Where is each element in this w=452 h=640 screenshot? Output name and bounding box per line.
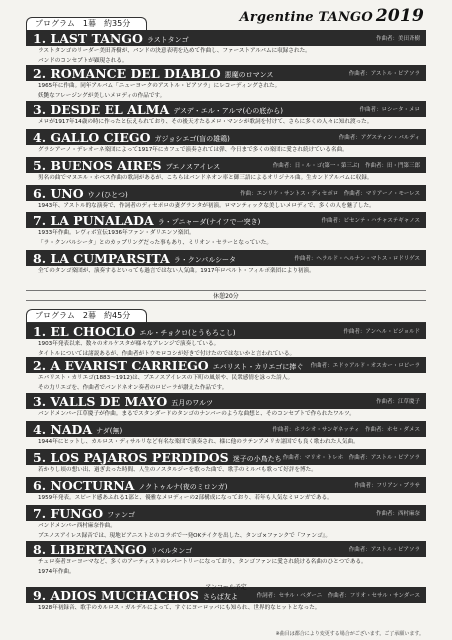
song-description-line: 1965年に作曲。同年アルバム「ニューヨークのアストル・ピアソラ」にレコーディングされた。 [38,83,281,89]
song-title-group [33,213,260,228]
song-description-line: 1944年にヒットし、カルロス・ディサルリなど有名な楽団で演奏され、様に他のラテンアメリカ諸国でも良く歌われた人気曲。 [38,439,359,445]
song-japanese-title: エル・チョクロ(とうもろこし) [139,329,236,337]
song-title: 6. UNO [33,186,84,201]
song-entry [26,421,426,447]
song-title-group [33,422,122,437]
song-title-group [33,542,192,557]
song-title-group [33,102,283,117]
song-title-bar [26,250,426,266]
song-title-bar [26,65,426,81]
song-japanese-title: ラ・プニャーダ(ナイフで一突き) [157,218,261,226]
song-title-bar [26,505,426,521]
song-japanese-title: エバリスト・カリエゴに捧ぐ [212,363,304,371]
song-japanese-title: ラストタンゴ [146,36,189,44]
song-composer: 作曲者：ビセンテ・ハチャステギャノス [321,218,420,224]
song-description-line: 1903年発表以来、数々のオルケスタが様々なアレンジで演奏している。 [38,341,220,347]
song-japanese-title: ラ・クンパルシータ [173,256,237,264]
program2-duration: 約45分 [104,311,131,320]
song-title: 8. LA CUMPARSITA [33,251,170,266]
song-japanese-title: 迷子の小鳥たち [232,455,282,463]
song-title: 8. LIBERTANGO [33,542,147,557]
song-title-bar [26,477,426,493]
song-composer: 作曲者：西村麻奈 [375,511,420,517]
song-description-line: 若かりし頃の想い出、過ぎ去った時間、人生のノスタルジーを歌った曲で、歌手のミルバも歌って好評を博た。 [38,467,317,473]
song-title: 2. ROMANCE DEL DIABLO [33,66,221,81]
song-title-group [33,31,189,46]
song-title-group [33,186,128,201]
song-composer: 作曲：エンリケ・サントス・ディセポロ 作曲者：マリアーノ・モーレス [240,191,420,197]
song-composer: 作曲者：江草慶子 [375,399,420,405]
song-title-group [33,130,230,145]
song-entry [26,477,426,503]
song-title-group [33,324,236,339]
program1-part: 1幕 [82,19,97,28]
song-title: 1. EL CHOCLO [33,324,136,339]
song-title: 2. A EVARIST CARRIEGO [33,358,209,373]
song-title-group [33,394,213,409]
song-japanese-title: リベルタンゴ [150,547,193,555]
song-composer: 作曲者：ヘラルド・ヘルナン・マトス・ロドリゲス [294,256,420,262]
song-title-bar [26,185,426,201]
song-composer: 作曲者：フリアン・プラサ [354,483,420,489]
song-japanese-title: デスデ・エル・アルマ(心の底から) [173,107,283,115]
song-japanese-title: 五月のワルツ [171,399,214,407]
song-composer: 作詞者：セサル・ベダーニ 作曲者：フリオ・セサル・サンダース [256,593,420,599]
song-description-line: 妖艶なフレージングが美しいメロディの作品です。 [38,93,166,99]
song-japanese-title: ナダ(無) [96,427,123,435]
song-title: 7. FUNGO [33,506,104,521]
song-title-bar [26,129,426,145]
song-title: 3. VALLS DE MAYO [33,394,168,409]
song-description-line: グラシアーノ・デレオーネ楽団によって1917年にカフェで演奏されては弾、今日まで多くの楽団に愛され続けている名曲。 [38,147,348,153]
song-title: 7. LA PUNALADA [33,213,154,228]
song-entry [26,129,426,155]
intermission-rule-bottom [26,300,426,301]
song-entry [26,541,426,577]
song-entry [26,250,426,276]
song-title: 9. ADIOS MUCHACHOS [33,588,199,603]
song-japanese-title: 悪魔のロマンス [224,71,274,79]
song-composer: 作曲者：アストル・ピアソラ [348,547,420,553]
song-title-bar [26,30,426,46]
song-composer: 作曲者：アンヘル・ビジョルド [343,329,420,335]
intermission-note: 休憩20分 [213,293,239,300]
song-composer: 作曲者：美田斉樹 [375,36,420,42]
song-title: 4. NADA [33,422,93,437]
song-entry [26,185,426,211]
song-title-bar [26,323,426,339]
program1-label: プログラム [35,19,75,28]
brand-year: 2019 [375,6,424,26]
song-entry [26,323,426,359]
song-title: 4. GALLO CIEGO [33,130,151,145]
song-composer: 作曲者：日・ル・ゴ(第一・第三ぶ) 作曲者：田・門第三郎 [272,163,420,169]
song-title: 1. LAST TANGO [33,31,143,46]
song-title-bar [26,101,426,117]
song-title-bar [26,421,426,437]
song-title-group [33,478,227,493]
song-entry [26,30,426,66]
song-title-bar [26,541,426,557]
song-title-bar [26,157,426,173]
song-description-line: 1959年発表。スピード感あふれる1部と、優雅なメロディーの2部構成になっており、若年も人気なミロンガである。 [38,495,333,501]
song-title: 5. LOS PAJAROS PERDIDOS [33,450,229,465]
song-title-group [33,251,236,266]
song-description-line: ラストタンゴのリーダー美田斉樹が、バンドの決意表明を込めて作曲し、ファーストアルバムに収録された。 [38,48,311,54]
brand-title: Argentine TANGO 2019 [239,6,424,26]
song-description-line: バンドのコンセプトが顕現される。 [38,58,128,64]
song-entry [26,393,426,419]
song-japanese-title: さらば友よ [202,593,238,601]
encore-note: アンコール予定 [205,584,247,591]
song-composer: 作曲者：ロシータ・メロ [359,107,420,113]
song-description-line: 「ラ・クンパルシータ」とのカップリングだった事もあり、ミリオン・セラーとなっていた。 [38,240,272,246]
song-entry [26,505,426,541]
program2-label: プログラム [35,311,75,320]
song-title-bar [26,393,426,409]
song-description-line: 男名の曲でマヌエル・ホベス作曲の歌詞があるが、こちらはバンドネオン率と御三語によるオリジナル曲。生カンドアルバムに収録。 [38,175,373,181]
song-description-line: ブエノスアイレス録音では、現地ピアニストとのコラボで一発OKテイクを出した、タンゴ×ファンクで『ファンゴ』。 [38,533,331,539]
program1-tab [26,17,147,30]
program2-part: 2幕 [82,311,97,320]
song-title-bar [26,449,426,465]
song-entry [26,101,426,127]
song-description-line: タイトルについては諸説あるが、作曲者がトウモロコシが好きで付けたのではないかと言われている。 [38,351,296,357]
song-japanese-title: ノクトゥルナ(夜のミロンガ) [138,483,228,491]
song-entry [26,357,426,393]
song-title-group [33,450,282,465]
song-description-line: エバリスト・カリエゴ(1883～1912)は、ブエノスアイレスの下町の風景や、民衆感情を詠った詩人。 [38,375,294,381]
song-description-line: バンドメンバー西村麻奈作曲。 [38,523,116,529]
song-title-group [33,158,220,173]
song-composer: 作曲者：アストル・ピアソラ [348,71,420,77]
song-title-bar [26,212,426,228]
song-title-group [33,66,273,81]
song-description-line: 全てのタンゴ楽団が、演奏するといっても過言ではない人気曲。1917年ロベルト・フィルポ楽団により初演。 [38,268,315,274]
song-description-line: 1928年初録音、歌手のカルロス・ガルデルによって、すぐにヨーロッパにも知られ、世界的なヒットとなった。 [38,605,321,611]
song-title: 5. BUENOS AIRES [33,158,162,173]
song-entry [26,212,426,248]
song-description-line: バンドメンバー江草慶子が作曲。まるでスタンダードのタンゴのナンバーのような曲想と、そのコンセプトで作られたワルツ。 [38,411,355,417]
song-description-line: メロが1917年14歳の時に作ったと伝えられており、その後天才たるメロ・マンシが歌詞を付けて、さらに多くの人々に知れ渡った。 [38,119,373,125]
song-entry [26,65,426,101]
song-composer: 作曲者：エドゥアルド・オスカー・ロビーラ [310,363,420,369]
song-japanese-title: ウノ(ひとつ) [87,191,128,199]
song-japanese-title: ブエノスアイレス [165,163,221,171]
song-composer: 作曲者：ホラシオ・サンギネッティ 作曲者：ホセ・ダメス [272,427,420,433]
song-description-line: 1933年作曲。レヴィボ宣伝1936年ファン・ダリエンソ楽団。 [38,230,195,236]
song-title: 3. DESDE EL ALMA [33,102,170,117]
song-description-line: その力リエゴを、作曲者でバンドネオン奏者のロビーラが讃えた作品です。 [38,385,228,391]
song-entry [26,449,426,475]
song-japanese-title: ガジョシエゴ(盲の雄鶏) [154,135,230,143]
song-title-bar [26,357,426,373]
program1-duration: 約35分 [104,19,131,28]
song-description-line: チェロ奏者ヨーヨーマなど、多くのアーティストのレパートリーになっており、タンゴファンに愛され続ける名曲のひとつである。 [38,559,367,565]
song-description-line: 1943年、アストル的な演奏で、作詞者のディセポロの妻グランタが初演。ロマンティックな美しいメロディで、多くの人を魅了した。 [38,203,375,209]
song-composer: 作曲者：アグスティン・バルディ [338,135,420,141]
song-description-line: 1974年作曲。 [38,569,75,575]
footnote: ※曲目は都合により変更する場合がございます。ご了承願います。 [275,631,424,637]
song-title: 6. NOCTURNA [33,478,135,493]
song-japanese-title: ファンゴ [107,511,136,519]
song-title-group [33,358,303,373]
song-title-group [33,506,135,521]
song-entry [26,157,426,183]
song-composer: 作曲者：マリオ・トレホ 作曲者：アストル・ピアソラ [282,455,420,461]
program2-tab [26,309,147,322]
